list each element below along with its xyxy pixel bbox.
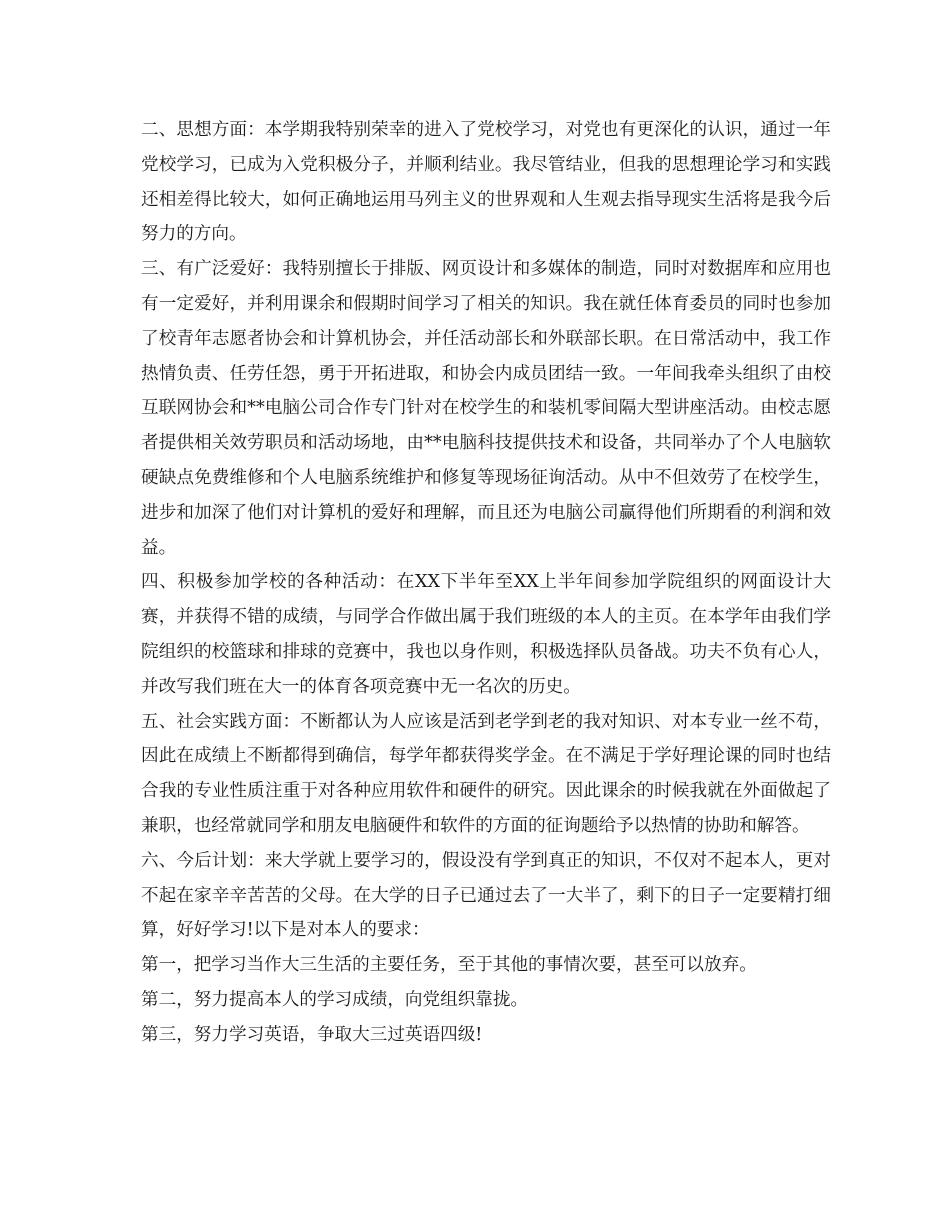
- paragraph-activities: 四、积极参加学校的各种活动：在XX下半年至XX上半年间参加学院组织的网面设计大赛，并获得不错的成绩，与同学合作做出属于我们班级的本人的主页。在本学年由我们学院组织的校篮球和排球的竞赛中，我也以身作则，积极选择队员备战。功夫不负有心人，并改写我们班在大一的体育各项竞赛中无一名次的历史。: [141, 572, 831, 697]
- paragraph-thought: 二、思想方面：本学期我特别荣幸的进入了党校学习，对党也有更深化的认识，通过一年党校学习，已成为入党积极分子，并顺利结业。我尽管结业，但我的思想理论学习和实践还相差得比较大，如何正确地运用马列主义的世界观和人生观去指导现实生活将是我今后努力的方向。: [141, 120, 831, 245]
- paragraph-goal-second: 第二，努力提高本人的学习成绩，向党组织靠拢。: [141, 989, 529, 1010]
- document-body: [141, 113, 831, 1053]
- paragraph-future-plan: 六、今后计划：来大学就上要学习的，假设没有学到真正的知识，不仅对不起本人，更对不起在家辛辛苦苦的父母。在大学的日子已通过去了一大半了，剩下的日子一定要精打细算，好好学习!以下是对本人的要求：: [141, 850, 831, 941]
- paragraph-goal-first: 第一，把学习当作大三生活的主要任务，至于其他的事情次要，甚至可以放弃。: [141, 955, 757, 976]
- paragraph-social-practice: 五、社会实践方面：不断都认为人应该是活到老学到老的我对知识、对本专业一丝不苟，因此在成绩上不断都得到确信，每学年都获得奖学金。在不满足于学好理论课的同时也结合我的专业性质注重于对各种应用软件和硬件的研究。因此课余的时候我就在外面做起了兼职，也经常就同学和朋友电脑硬件和软件的方面的征询题给予以热情的协助和解答。: [141, 711, 831, 836]
- paragraph-goal-third: 第三，努力学习英语，争取大三过英语四级!: [141, 1024, 483, 1045]
- paragraph-hobbies: 三、有广泛爱好：我特别擅长于排版、网页设计和多媒体的制造，同时对数据库和应用也有一定爱好，并利用课余和假期时间学习了相关的知识。我在就任体育委员的同时也参加了校青年志愿者协会和计算机协会，并任活动部长和外联部长职。在日常活动中，我工作热情负责、任劳任怨，勇于开拓进取，和协会内成员团结一致。一年间我牵头组织了由校互联网协会和**电脑公司合作专门针对在校学生的和装机零间隔大型讲座活动。由校志愿者提供相关效劳职员和活动场地，由**电脑科技提供技术和设备，共同举办了个人电脑软硬缺点免费维修和个人电脑系统维护和修复等现场征询活动。从中不但效劳了在校学生，进步和加深了他们对计算机的爱好和理解，而且还为电脑公司赢得他们所期看的利润和效益。: [141, 259, 831, 558]
